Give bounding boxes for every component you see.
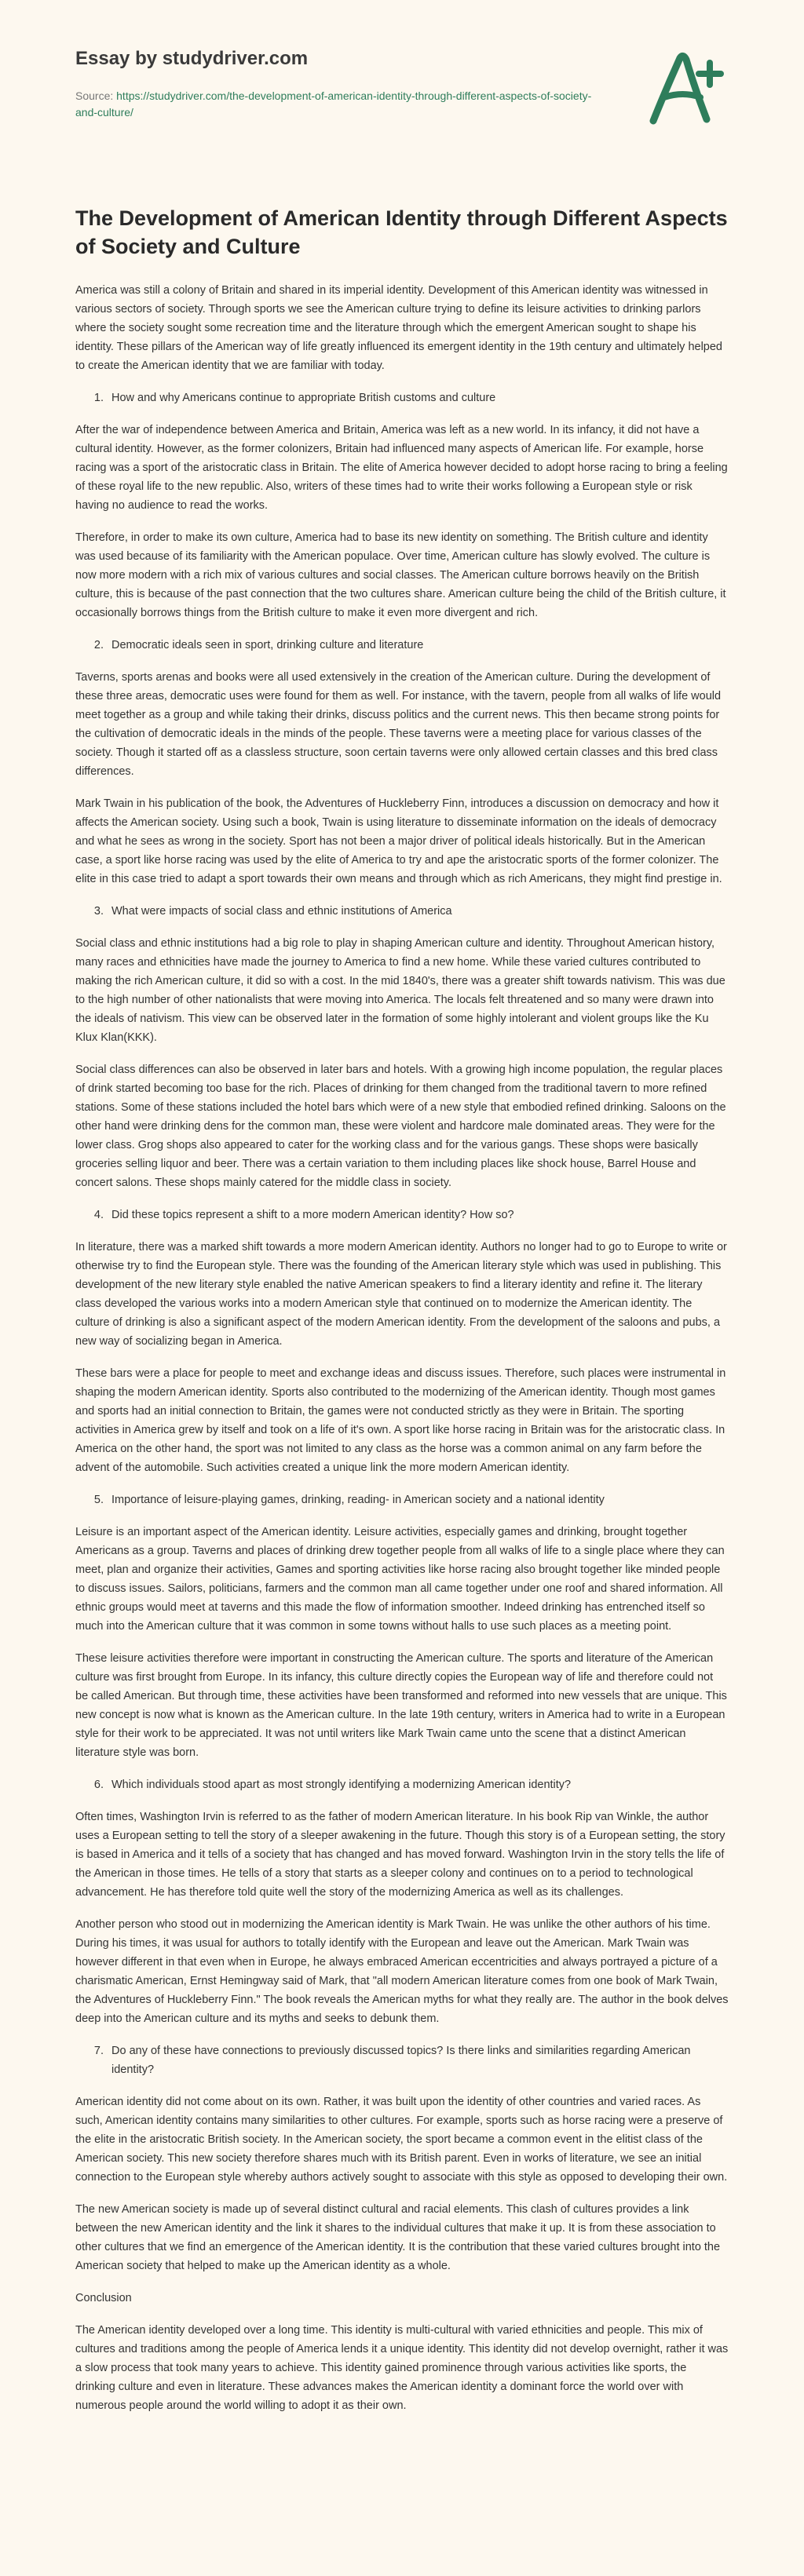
section-paragraph: Often times, Washington Irvin is referred to as the father of modern American literature. In his book Rip van Winkle, the author uses a European setting to tell the story of a sleeper awakening in the future. Though this story is of a European setting, the story is based in America and it tells of a society that has changed and has moved forward. Washington Irvin in the story tells the life of the American in those times. He tells of a story that starts as a sleeper colony and continues on to a period to technological advancement. He has therefore told quite well the story of the modernizing America as well as its challenges. <box>75 1811 725 1899</box>
section-paragraph: Leisure is an important aspect of the American identity. Leisure activities, especially games and drinking, brought together Americans as a group. Taverns and places of drinking drew together people from all walks of life to a single place where they can meet, plan and organize their activities, Games and sporting activities like horse racing also brought together like minded people to discuss issues. Sailors, politicians, farmers and the common man all came together under one roof and shared information. All ethnic groups would meet at taverns and this made the flow of information smoother. Indeed drinking has entrenched itself so much into the American culture that it was common in some towns without halls to use such places as a meeting point. <box>75 1526 725 1633</box>
section-paragraph: These leisure activities therefore were important in constructing the American culture. The sports and literature of the American culture was first brought from Europe. In its infancy, this culture directly copies the European way of life and therefore could not be called American. But through time, these activities have been transformed and reformed into new vessels that are unique. This new concept is now what is known as the American culture. In the late 19th century, writers in America had to write in a European style for their work to be appreciated. It was not until writers like Mark Twain came unto the scene that a distinct American literature style was born. <box>75 1652 727 1759</box>
section-question-list <box>75 1491 729 1509</box>
sections-container <box>75 389 729 2275</box>
conclusion-paragraph: The American identity developed over a long time. This identity is multi-cultural with varied ethnicities and people. This mix of cultures and traditions among the people of America lends it a unique identity. This identity did not develop overnight, rather it was a slow process that took many years to achieve. This identity gained prominence through various activities like sports, the drinking culture and even in literature. These advances makes the American identity a dominant force the world over with numerous people around the world willing to adopt it as their own. <box>75 2324 729 2412</box>
section-heading: 7. Do any of these have connections to previously discussed topics? Is there links and similarities regarding American identity? <box>107 2041 729 2079</box>
section-heading: 4. Did these topics represent a shift to a more modern American identity? How so? <box>107 1206 729 1224</box>
a-plus-logo-icon <box>644 49 730 127</box>
section-heading: 5. Importance of leisure-playing games, drinking, reading- in American society and a national identity <box>107 1491 729 1509</box>
section-paragraph: American identity did not come about on its own. Rather, it was built upon the identity of other countries and varied races. As such, American identity contains many similarities to other cultures. For example, sports such as horse racing were a preserve of the elite in the aristocratic British society. In the American society, the sport became a common event in the elitist class of the American society. This new society therefore shares much with its British parent. Even in works of literature, we see an initial connection to the European style whereby authors actively sought to associate with this style as opposed to developing their own. <box>75 2096 728 2184</box>
source-label: Source: <box>75 89 114 102</box>
section-question-list <box>75 389 729 407</box>
section-question-list <box>75 902 729 921</box>
section-question-list <box>75 2041 729 2079</box>
section-question-list <box>75 636 729 655</box>
section-paragraph: Another person who stood out in modernizing the American identity is Mark Twain. He was unlike the other authors of his time. During his times, it was usual for authors to totally identify with the European and leave out the American. Mark Twain was however different in that even when in Europe, he always embraced American eccentricities and always portrayed a picture of a charismatic American, Ernst Hemingway said of Mark, that "all modern American literature comes from one book of Mark Twain, the Adventures of Huckleberry Finn." The book reveals the American myths for what they really are. The author in the book delves deep into the American culture and its myths and seeks to debunk them. <box>75 1918 729 2025</box>
brand-title: Essay by studydriver.com <box>75 48 309 69</box>
conclusion-heading: Conclusion <box>75 2292 132 2304</box>
section-paragraph: Therefore, in order to make its own culture, America had to base its new identity on something. The British culture and identity was used because of its familiarity with the American populace. Over time, American culture has slowly evolved. The culture is now more modern with a rich mix of various cultures and social classes. The American culture borrows heavily on the British culture, this is because of the past connection that the two cultures share. American culture being the child of the British culture, it occasionally borrows things from the British culture to make it even more divergent and rich. <box>75 531 726 619</box>
article-body <box>0 157 804 2415</box>
page-header <box>0 0 804 157</box>
section-heading: 6. Which individuals stood apart as most strongly identifying a modernizing American identity? <box>107 1775 729 1794</box>
section-question-list <box>75 1775 729 1794</box>
section-paragraph: Taverns, sports arenas and books were all used extensively in the creation of the American culture. During the development of these three areas, democratic uses were found for them as well. For instance, with the tavern, people from all walks of life would meet together as a group and while taking their drinks, discuss politics and the current news. This then became strong points for the cultivation of democratic ideals in the minds of the people. These taverns were a meeting place for various classes of the society. Though it started off as a classless structure, soon certain taverns were only allowed certain classes and this bred class differences. <box>75 671 722 778</box>
section-heading: 2. Democratic ideals seen in sport, drinking culture and literature <box>107 636 729 655</box>
section-paragraph: Mark Twain in his publication of the book, the Adventures of Huckleberry Finn, introduces a discussion on democracy and how it affects the American society. Using such a book, Twain is using literature to disseminate information on the ideals of democracy and what he sees as wrong in the society. Sport has not been a major driver of political ideals historically. But in the American case, a sport like horse racing was used by the elite of America to try and ape the aristocratic sports of the former colonizer. The elite in this case tried to adapt a sport towards their own means and through which as rich Americans, they might find prestige in. <box>75 797 722 885</box>
source-line <box>75 88 594 121</box>
source-link[interactable]: https://studydriver.com/the-development-of-american-identity-through-different-aspects-of-society-and-culture/ <box>75 89 592 119</box>
section-paragraph: In literature, there was a marked shift towards a more modern American identity. Authors no longer had to go to Europe to write or otherwise try to find the European style. There was the founding of the American literary style which was used in publishing. This development of the new literary style enabled the native American speakers to find a literary identity and refine it. The literary class developed the various works into a modern American style that continued on to modernize the American identity. The culture of drinking is also a significant aspect of the modern American identity. From the development of the saloons and pubs, a new way of socializing began in America. <box>75 1241 727 1348</box>
section-paragraph: The new American society is made up of several distinct cultural and racial elements. This clash of cultures provides a link between the new American identity and the link it shares to the individual cultures that make it up. It is from these association to other cultures that we find an emergence of the American identity. It is the contribution that these varied cultures brought into the American society that helped to make up the American identity as a whole. <box>75 2203 721 2272</box>
section-heading: 1. How and why Americans continue to appropriate British customs and culture <box>107 389 729 407</box>
article-title: The Development of American Identity through Different Aspects of Society and Culture <box>75 206 728 258</box>
section-heading: 3. What were impacts of social class and ethnic institutions of America <box>107 902 729 921</box>
section-paragraph: Social class differences can also be observed in later bars and hotels. With a growing high income population, the regular places of drink started becoming too base for the rich. Places of drinking for them changed from the traditional tavern to more refined stations. Some of these stations included the hotel bars which were of a new style that embodied refined drinking. Saloons on the other hand were drinking dens for the common man, these were violent and hardcore male dominated areas. They were for the lower class. Grog shops also appeared to cater for the working class and for the various gangs. These shops were basically groceries selling liquor and beer. There was a certain variation to them including places like shock house, Barrel House and concert salons. These shops mainly catered for the middle class in society. <box>75 1064 726 1189</box>
section-paragraph: After the war of independence between America and Britain, America was left as a new world. In its infancy, it did not have a cultural identity. However, as the former colonizers, Britain had influenced many aspects of American life. For example, horse racing was a sport of the aristocratic class in Britain. The elite of America however decided to adopt horse racing to bring a feeling of these royal life to the new republic. Also, writers of these times had to write their works following a European style or risk having no audience to read the works. <box>75 424 728 512</box>
section-paragraph: These bars were a place for people to meet and exchange ideas and discuss issues. Therefore, such places were instrumental in shaping the modern American identity. Sports also contributed to the modernizing of the American identity. Though most games and sports had an initial connection to Britain, the games were not conducted strictly as they were in Britain. The sporting activities in America grew by itself and took on a life of it's own. A sport like horse racing in Britain was for the aristocratic class. In America on the other hand, the sport was not limited to any class as the horse was a common animal on any farm before the advent of the automobile. Such activities created a unique link the more modern American identity. <box>75 1367 726 1474</box>
intro-paragraph: America was still a colony of Britain and shared in its imperial identity. Development of this American identity was witnessed in various sectors of society. Through sports we see the American culture trying to define its leisure activities to drinking parlors where the society sought some recreation time and the literature through which the emergent American sought to shape his identity. These pillars of the American way of life greatly influenced its emergent identity in the 19th century and ultimately helped to create the American identity that we are familiar with today. <box>75 284 723 372</box>
section-question-list <box>75 1206 729 1224</box>
section-paragraph: Social class and ethnic institutions had a big role to play in shaping American culture and identity. Throughout American history, many races and ethnicities have made the journey to America to find a new home. While these varied cultures contributed to making the rich American culture, it did so with a cost. In the mid 1840's, there was a greater shift towards nativism. This was due to the high number of other nationalists that were moving into America. The locals felt threatened and so many were drawn into the ideals of nativism. This view can be observed later in the formation of some highly intolerant and violent groups like the Ku Klux Klan(KKK). <box>75 937 725 1044</box>
